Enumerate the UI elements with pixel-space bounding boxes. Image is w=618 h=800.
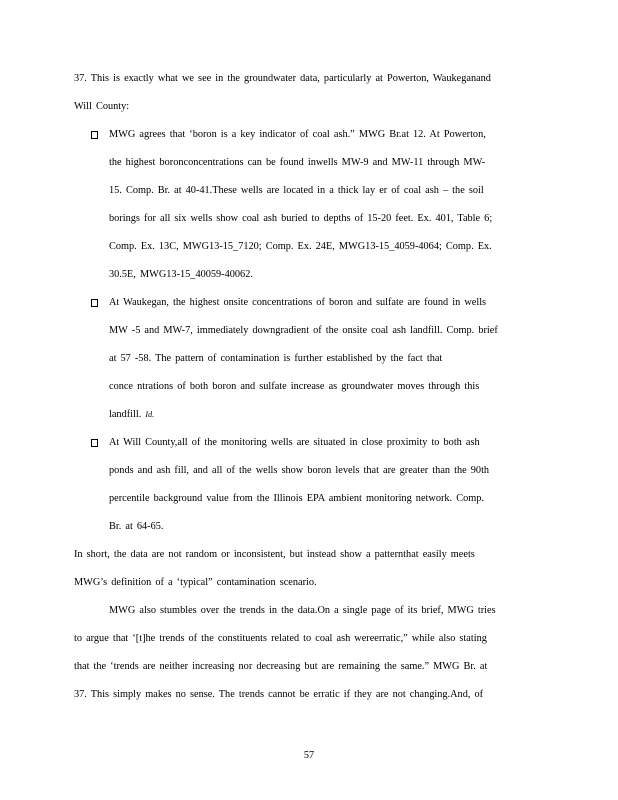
bullet-square-icon [91, 131, 98, 139]
text-line: Will County: [74, 101, 130, 112]
text-line: MWG agrees that ‘boron is a key indicator of coal ash.” MWG Br.at 12. At Powerton, [109, 129, 486, 140]
text-line: 37. This is exactly what we see in the groundwater data, particularly at Powerton, Waukeganand [74, 73, 491, 84]
text-line: 30.5E, MWG13-15_40059-40062. [109, 269, 253, 280]
text-line: Br. at 64-65. [109, 521, 164, 532]
text-line: borings for all six wells show coal ash buried to depths of 15-20 feet. Ex. 401, Table 6; [109, 213, 493, 224]
text-line: that the ‘trends are neither increasing nor decreasing but are remaining the same.” MWG Br. at [74, 661, 488, 672]
text-line: 15. Comp. Br. at 40-41.These wells are located in a thick lay er of coal ash – the soil [109, 185, 484, 196]
page-number: 57 [303, 750, 315, 761]
text-line: MWG’s definition of a ‘typical” contamination scenario. [74, 577, 317, 588]
text-line: percentile background value from the Illinois EPA ambient monitoring network. Comp. [109, 493, 484, 504]
text-line [109, 409, 154, 421]
text-line: to argue that ‘[t]he trends of the constituents related to coal ash wereerratic,” while also stating [74, 633, 487, 644]
text-line: conce ntrations of both boron and sulfate increase as groundwater moves through this [109, 381, 480, 392]
bullet-square-icon [91, 299, 98, 307]
text-line: MW -5 and MW-7, immediately downgradient of the onsite coal ash landfill. Comp. brief [109, 325, 498, 336]
text-line: 37. This simply makes no sense. The trends cannot be erratic if they are not changing.And, of [74, 689, 484, 700]
bullet-square-icon [91, 439, 98, 447]
text-line: Comp. Ex. 13C, MWG13-15_7120; Comp. Ex. 24E, MWG13-15_4059-4064; Comp. Ex. [109, 241, 492, 252]
text-span: landfill. [109, 409, 142, 420]
text-line: MWG also stumbles over the trends in the data.On a single page of its brief, MWG tries [109, 605, 496, 616]
text-line: At Will County,all of the monitoring wells are situated in close proximity to both ash [109, 437, 480, 448]
text-line: the highest boronconcentrations can be found inwells MW-9 and MW-11 through MW- [109, 157, 486, 168]
text-line: ponds and ash fill, and all of the wells show boron levels that are greater than the 90th [109, 465, 490, 476]
text-line: At Waukegan, the highest onsite concentrations of boron and sulfate are found in wells [109, 297, 487, 308]
text-line: at 57 -58. The pattern of contamination is further established by the fact that [109, 353, 443, 364]
citation-id: Id. [145, 410, 155, 419]
text-line: In short, the data are not random or inconsistent, but instead show a patternthat easily meets [74, 549, 475, 560]
